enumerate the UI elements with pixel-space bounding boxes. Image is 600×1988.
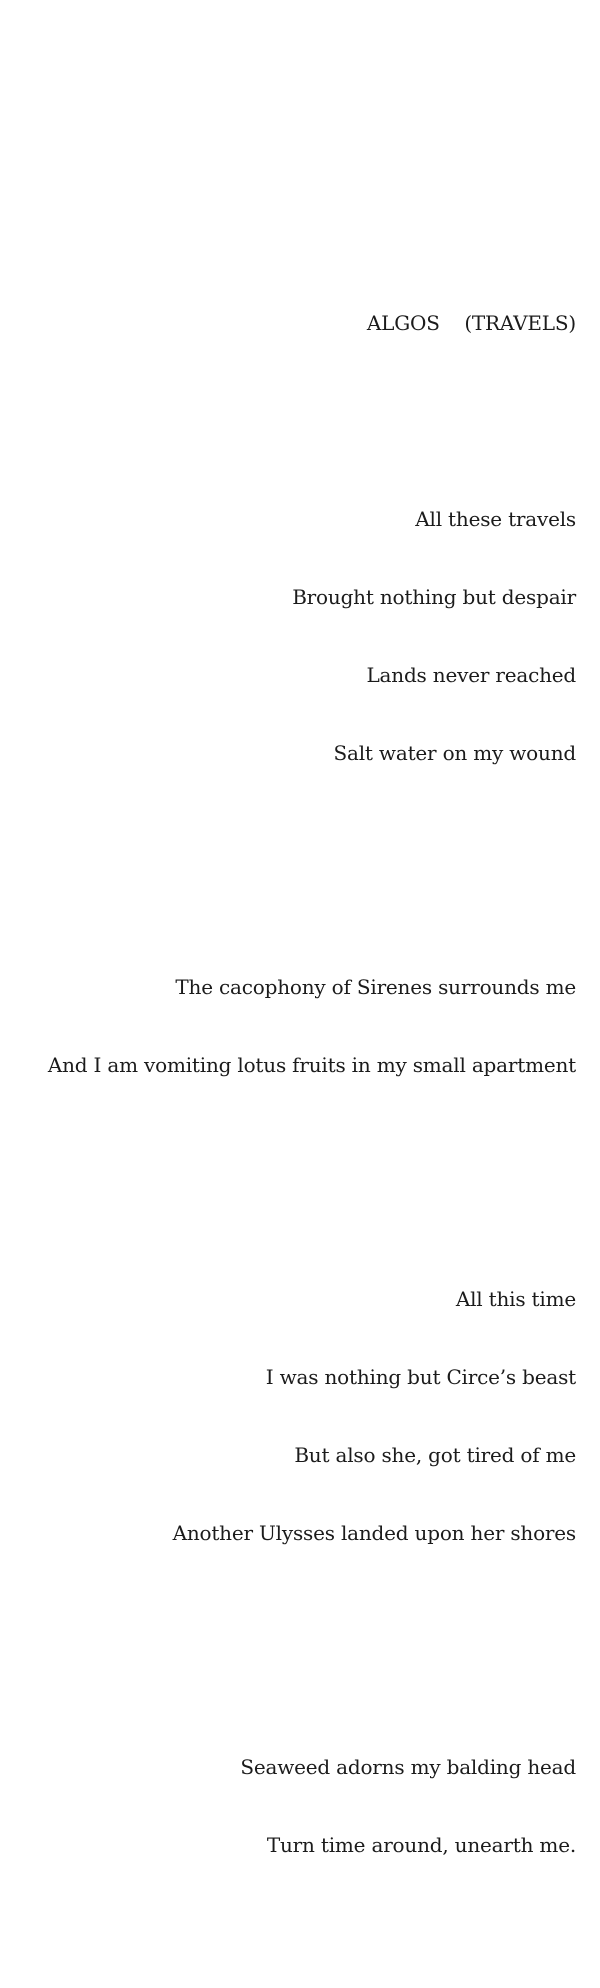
poem-title: ALGOS (TRAVELS) <box>366 311 576 335</box>
poem-line: Turn time around, unearth me. <box>266 1833 576 1857</box>
poem-line: And I am vomiting lotus fruits in my small apartment <box>47 1053 576 1077</box>
poem-line: Another Ulysses landed upon her shores <box>172 1521 576 1545</box>
poem-line: All this time <box>455 1287 576 1311</box>
poem-stanza-1 <box>48 454 576 818</box>
poem-line: Brought nothing but despair <box>292 585 576 609</box>
poem-block <box>48 232 576 1988</box>
poem-line: But also she, got tired of me <box>294 1443 576 1467</box>
poem-line: Lands never reached <box>366 663 576 687</box>
poem-line: I was nothing but Circe’s beast <box>265 1365 576 1389</box>
poem-line: The cacophony of Sirenes surrounds me <box>175 975 576 999</box>
poem-stanza-3 <box>48 1234 576 1598</box>
poem-line: Salt water on my wound <box>333 741 576 765</box>
poem-stanza-2 <box>48 922 576 1130</box>
poem-stanza-4 <box>48 1702 576 1910</box>
poem-line: Seaweed adorns my balding head <box>240 1755 576 1779</box>
poem-line: All these travels <box>415 507 576 531</box>
